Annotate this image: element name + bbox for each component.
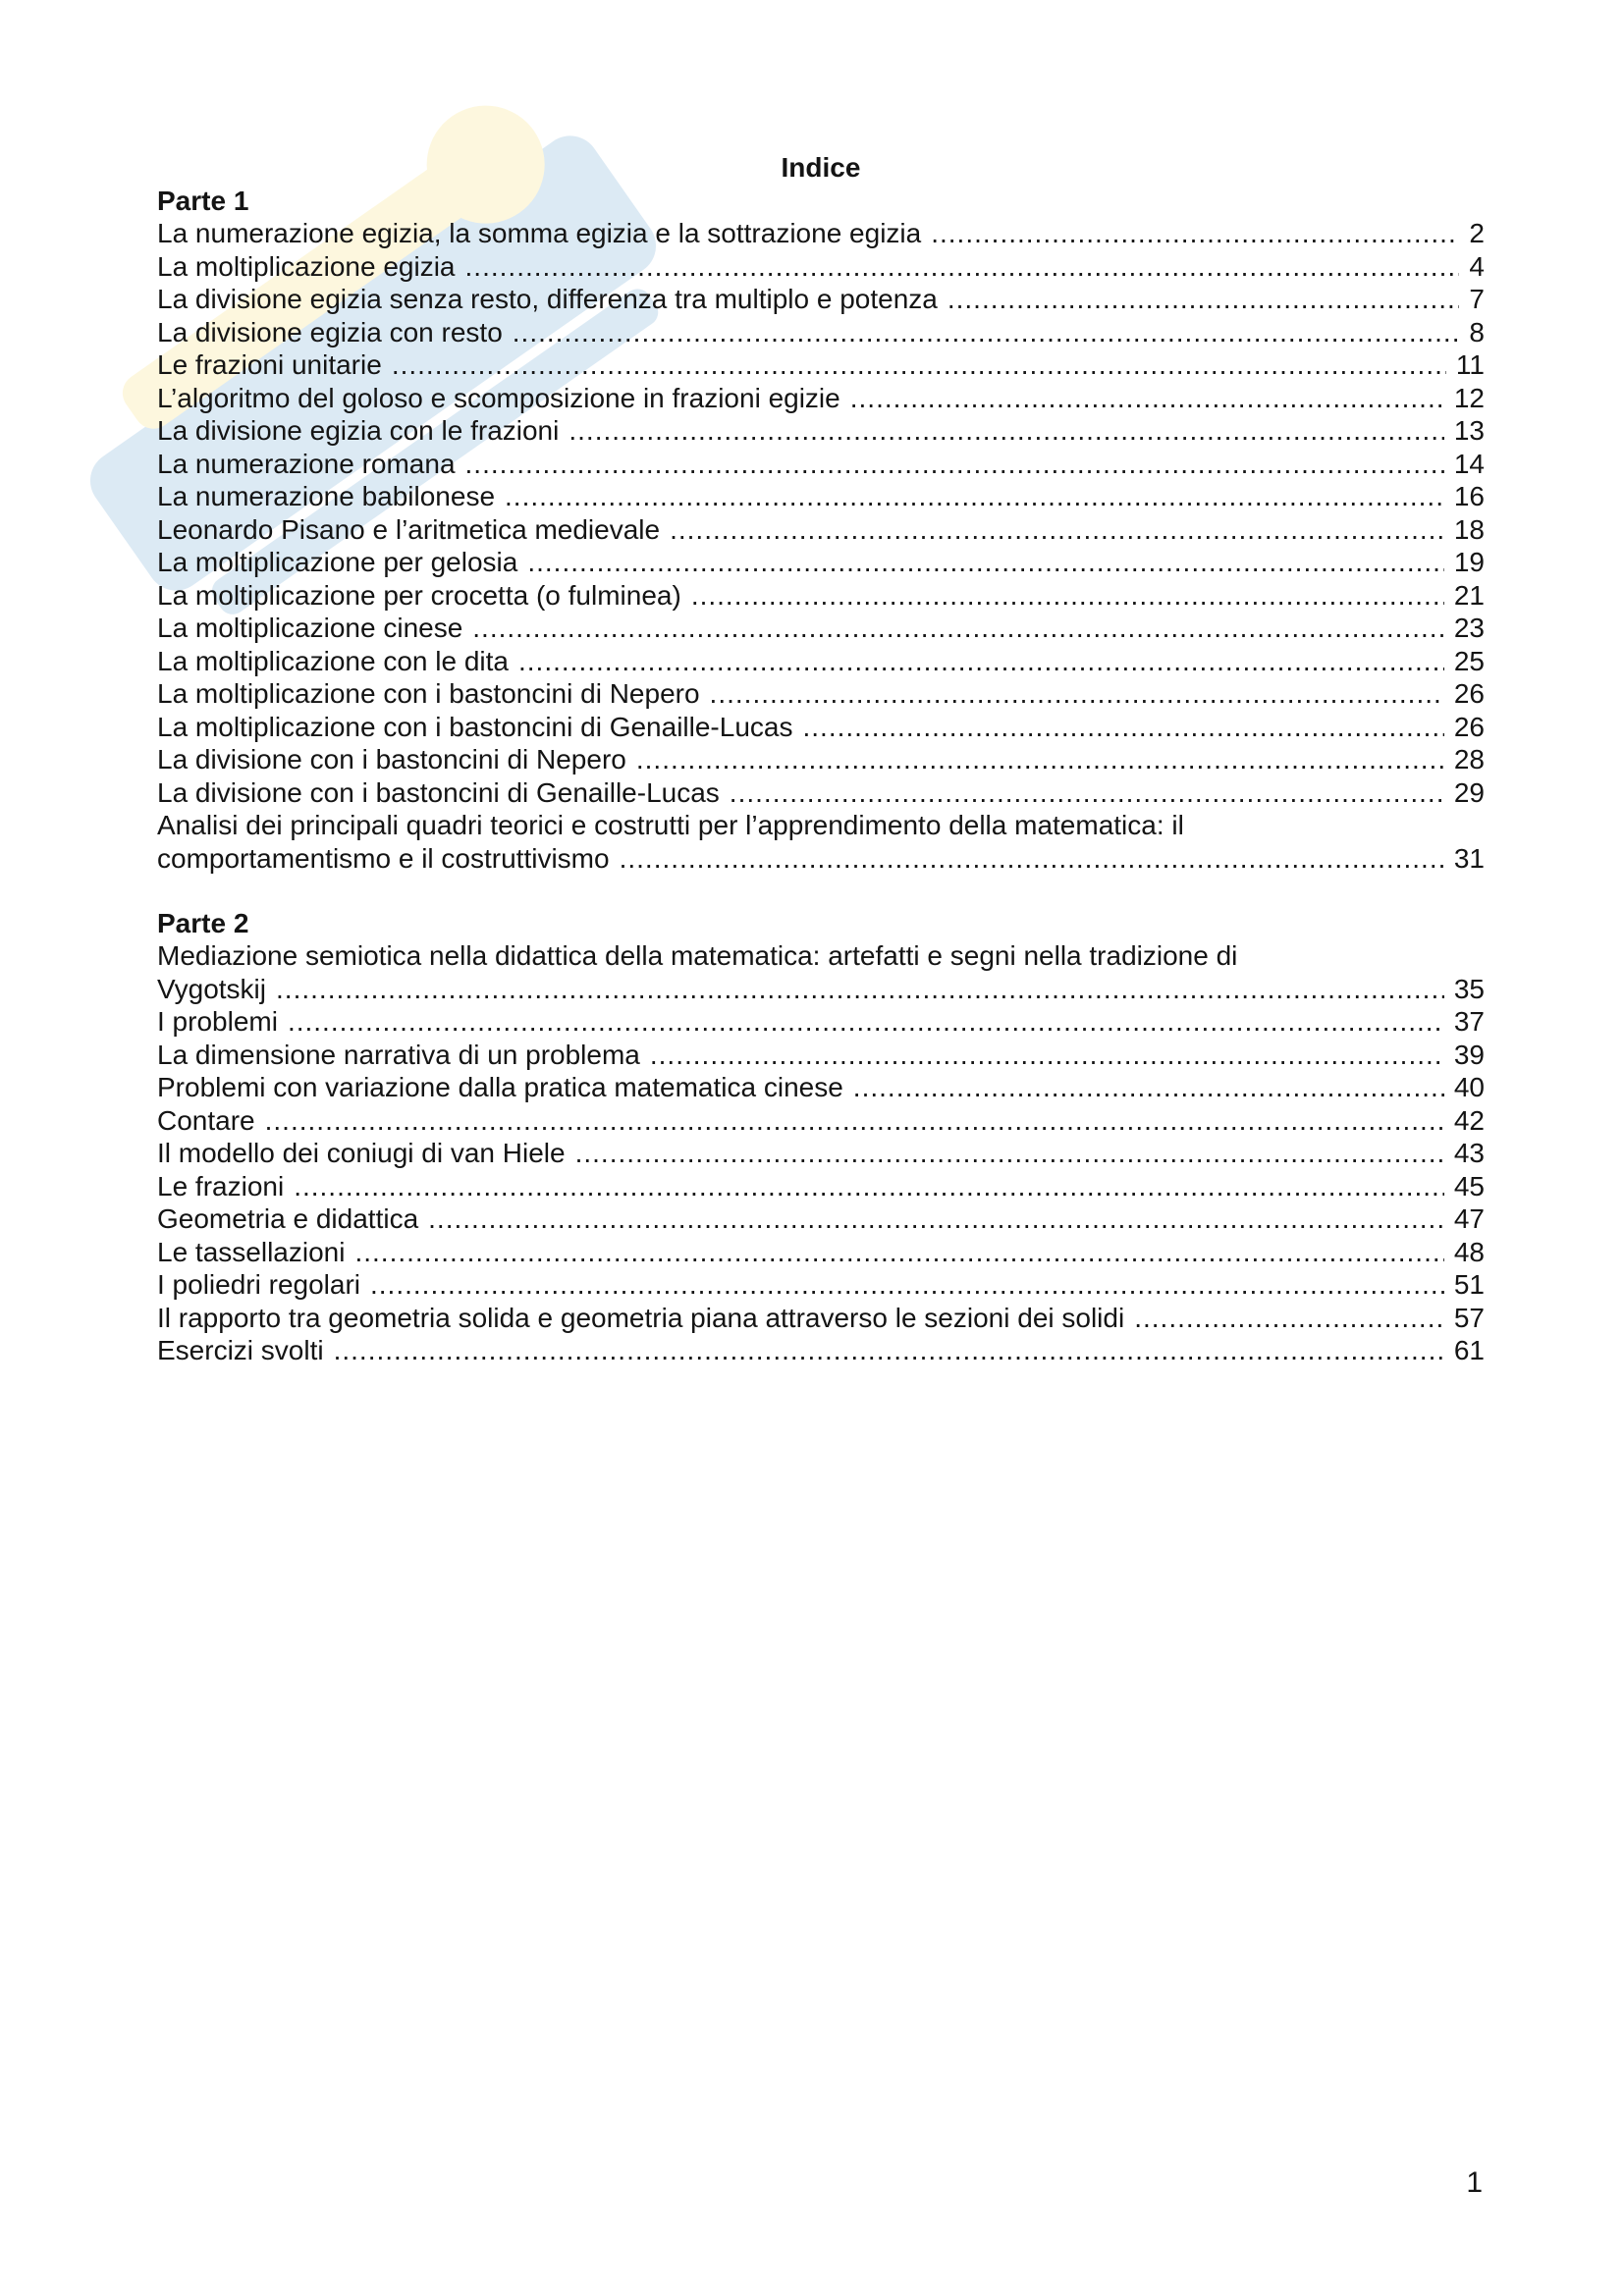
toc-entry <box>157 1236 1485 1269</box>
toc-entry <box>157 1302 1485 1335</box>
dot-leader <box>465 448 1444 481</box>
toc-entry-title: Contare <box>157 1104 255 1136</box>
toc-entry <box>157 711 1485 744</box>
toc-entry <box>157 677 1485 711</box>
toc-entry-row <box>157 316 1485 349</box>
dot-leader <box>472 612 1444 645</box>
dot-leader <box>850 382 1444 415</box>
dot-leader <box>294 1170 1444 1203</box>
dot-leader <box>518 645 1444 678</box>
toc-entry <box>157 546 1485 579</box>
dot-leader <box>853 1071 1444 1104</box>
toc-entry-page: 19 <box>1453 547 1485 577</box>
part-heading: Parte 2 <box>157 908 249 938</box>
toc-entry-page: 4 <box>1469 250 1485 282</box>
toc-entry-page: 8 <box>1469 316 1485 347</box>
part-heading: Parte 1 <box>157 186 249 216</box>
toc-entry <box>157 809 1485 875</box>
toc-parts <box>157 185 1485 1367</box>
toc-entry-page: 18 <box>1453 513 1485 545</box>
dot-leader <box>392 348 1446 382</box>
toc-entry <box>157 217 1485 250</box>
toc-entry-title: comportamentismo e il costruttivismo <box>157 842 610 874</box>
dot-leader <box>465 250 1460 284</box>
toc-entry-page: 37 <box>1453 1006 1485 1037</box>
toc-entry-title: La divisione egizia senza resto, differenza tra multiplo e potenza <box>157 284 938 314</box>
page-number: 1 <box>1466 2166 1483 2199</box>
toc-entry-title-line1: Analisi dei principali quadri teorici e costrutti per l’apprendimento della matematica: il <box>157 810 1184 840</box>
toc-entry-row <box>157 217 1485 250</box>
toc-entry-row <box>157 1268 1485 1302</box>
dot-leader <box>276 973 1444 1006</box>
page-title: Indice <box>781 152 861 183</box>
toc-entry-title: La divisione egizia con resto <box>157 316 503 347</box>
toc-entry-row <box>157 546 1485 579</box>
toc-entry-row <box>157 1039 1485 1072</box>
toc-entry-title: La dimensione narrativa di un problema <box>157 1039 640 1070</box>
toc-entry-title: La moltiplicazione con i bastoncini di Genaille-Lucas <box>157 711 793 742</box>
dot-leader <box>354 1236 1443 1269</box>
dot-leader <box>505 480 1444 513</box>
dot-leader <box>428 1202 1444 1236</box>
toc-entry-title: La divisione con i bastoncini di Genaille-Lucas <box>157 776 720 808</box>
toc-entry-row <box>157 283 1485 316</box>
toc-entry <box>157 382 1485 415</box>
toc-entry <box>157 480 1485 513</box>
toc-entry-title: La moltiplicazione egizia <box>157 250 456 282</box>
toc-entry-title: I problemi <box>157 1006 278 1037</box>
toc-entry-row <box>157 250 1485 284</box>
toc-entry-row <box>157 1236 1485 1269</box>
toc-entry-row <box>157 1302 1485 1335</box>
dot-leader <box>636 743 1444 776</box>
toc-entry <box>157 776 1485 810</box>
toc-entry <box>157 250 1485 284</box>
table-of-contents <box>157 151 1485 1367</box>
toc-entry-row <box>157 1202 1485 1236</box>
toc-entry <box>157 1137 1485 1170</box>
dot-leader <box>513 316 1460 349</box>
toc-entry-page: 12 <box>1453 382 1485 413</box>
toc-entry <box>157 1071 1485 1104</box>
toc-entry-page: 21 <box>1453 579 1485 611</box>
toc-entry <box>157 1170 1485 1203</box>
toc-entry-title: Le frazioni unitarie <box>157 349 382 380</box>
toc-entry-page: 28 <box>1453 744 1485 774</box>
toc-entry <box>157 612 1485 645</box>
toc-entry <box>157 316 1485 349</box>
toc-entry-title: La divisione con i bastoncini di Nepero <box>157 744 626 774</box>
dot-leader <box>802 711 1443 744</box>
toc-entry <box>157 743 1485 776</box>
toc-entry <box>157 513 1485 547</box>
toc-entry-title: Leonardo Pisano e l’aritmetica medievale <box>157 513 661 545</box>
toc-entry-title: L’algoritmo del goloso e scomposizione in frazioni egizie <box>157 382 840 413</box>
toc-entry-title: La divisione egizia con le frazioni <box>157 415 560 446</box>
toc-entry-row <box>157 448 1485 481</box>
toc-entry-page: 45 <box>1453 1170 1485 1201</box>
toc-entry <box>157 414 1485 448</box>
toc-entry-row <box>157 842 1485 876</box>
toc-entry-page: 26 <box>1453 711 1485 742</box>
dot-leader <box>730 776 1444 810</box>
toc-entry-title: Problemi con variazione dalla pratica matematica cinese <box>157 1072 843 1102</box>
toc-entry-row <box>157 1170 1485 1203</box>
toc-entry-page: 61 <box>1453 1335 1485 1365</box>
toc-entry-page: 13 <box>1453 415 1485 446</box>
toc-entry-row <box>157 382 1485 415</box>
toc-entry-page: 2 <box>1469 218 1485 248</box>
toc-entry-page: 29 <box>1453 776 1485 808</box>
toc-entry-row <box>157 1005 1485 1039</box>
toc-entry <box>157 1005 1485 1039</box>
dot-leader <box>265 1104 1444 1138</box>
dot-leader <box>650 1039 1444 1072</box>
toc-entry-title: Le frazioni <box>157 1170 285 1201</box>
dot-leader <box>1134 1302 1444 1335</box>
toc-entry-row <box>157 414 1485 448</box>
toc-entry-title: La numerazione romana <box>157 448 456 479</box>
toc-entry-title: La moltiplicazione cinese <box>157 613 463 643</box>
toc-entry-page: 39 <box>1453 1039 1485 1070</box>
toc-entry <box>157 939 1485 1005</box>
dot-leader <box>947 283 1460 316</box>
toc-entry-title: Vygotskij <box>157 973 267 1004</box>
toc-entry <box>157 1202 1485 1236</box>
dot-leader <box>288 1005 1444 1039</box>
toc-entry <box>157 1268 1485 1302</box>
dot-leader <box>670 513 1444 547</box>
toc-entry-row <box>157 513 1485 547</box>
toc-entry-title: La moltiplicazione con le dita <box>157 645 509 676</box>
toc-entry-row <box>157 776 1485 810</box>
toc-entry-title: Esercizi svolti <box>157 1335 324 1365</box>
toc-entry-page: 7 <box>1469 284 1485 314</box>
toc-entry-page: 16 <box>1453 481 1485 511</box>
toc-entry-row <box>157 579 1485 613</box>
toc-entry-title: La moltiplicazione per gelosia <box>157 547 518 577</box>
dot-leader <box>620 842 1444 876</box>
dot-leader <box>931 217 1459 250</box>
toc-entry <box>157 348 1485 382</box>
toc-entry-row <box>157 711 1485 744</box>
toc-entry-row <box>157 480 1485 513</box>
toc-entry-title: I poliedri regolari <box>157 1269 360 1300</box>
toc-entry <box>157 448 1485 481</box>
dot-leader <box>334 1334 1444 1367</box>
dot-leader <box>568 414 1443 448</box>
toc-entry <box>157 283 1485 316</box>
toc-entry-title: La moltiplicazione con i bastoncini di Nepero <box>157 678 700 709</box>
toc-entry-page: 14 <box>1453 448 1485 479</box>
toc-entry-page: 51 <box>1453 1269 1485 1300</box>
toc-entry-page: 43 <box>1453 1138 1485 1168</box>
toc-entry-title: Geometria e didattica <box>157 1203 419 1234</box>
toc-entry-title: La moltiplicazione per crocetta (o fulminea) <box>157 579 681 611</box>
toc-entry-page: 48 <box>1453 1236 1485 1267</box>
toc-entry-row <box>157 1137 1485 1170</box>
dot-leader <box>527 546 1444 579</box>
toc-entry <box>157 1104 1485 1138</box>
toc-entry-title: Le tassellazioni <box>157 1236 346 1267</box>
toc-entry-title: La numerazione egizia, la somma egizia e la sottrazione egizia <box>157 218 922 248</box>
toc-entry-title-line1: Mediazione semiotica nella didattica della matematica: artefatti e segni nella tradizione di <box>157 940 1238 971</box>
dot-leader <box>710 677 1444 711</box>
toc-entry-row <box>157 645 1485 678</box>
toc-entry-page: 40 <box>1453 1072 1485 1102</box>
toc-entry-page: 47 <box>1453 1203 1485 1234</box>
dot-leader <box>691 579 1444 613</box>
toc-entry-page: 11 <box>1455 349 1485 380</box>
toc-entry-page: 42 <box>1453 1104 1485 1136</box>
toc-entry-page: 23 <box>1453 613 1485 643</box>
toc-entry-row <box>157 1104 1485 1138</box>
toc-entry-row <box>157 973 1485 1006</box>
toc-entry-title: La numerazione babilonese <box>157 481 496 511</box>
toc-entry <box>157 645 1485 678</box>
toc-entry-row <box>157 348 1485 382</box>
toc-entry-page: 25 <box>1453 645 1485 676</box>
toc-entry-page: 57 <box>1453 1302 1485 1333</box>
toc-entry-page: 31 <box>1453 842 1485 874</box>
toc-entry <box>157 579 1485 613</box>
toc-entry-row <box>157 743 1485 776</box>
toc-entry-page: 26 <box>1453 678 1485 709</box>
toc-entry-row <box>157 677 1485 711</box>
toc-entry-row <box>157 1334 1485 1367</box>
dot-leader <box>370 1268 1444 1302</box>
toc-entry-title: Il rapporto tra geometria solida e geometria piana attraverso le sezioni dei solidi <box>157 1302 1125 1333</box>
toc-entry-title: Il modello dei coniugi di van Hiele <box>157 1138 566 1168</box>
toc-entry-page: 35 <box>1453 973 1485 1004</box>
dot-leader <box>575 1137 1444 1170</box>
toc-entry <box>157 1334 1485 1367</box>
toc-entry-row <box>157 612 1485 645</box>
toc-entry <box>157 1039 1485 1072</box>
toc-entry-row <box>157 1071 1485 1104</box>
